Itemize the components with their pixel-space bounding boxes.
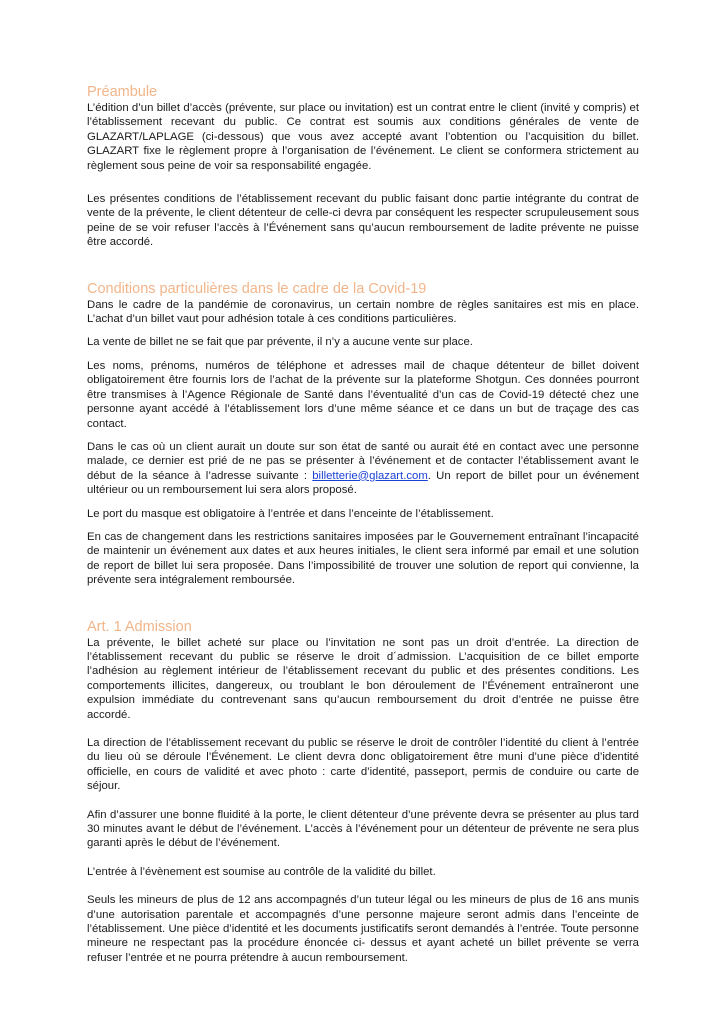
art1-paragraph-4: L’entrée à l’évènement est soumise au contrôle de la validité du billet. <box>87 865 436 878</box>
covid-paragraph-4-text: Dans le cas où un client aurait un doute sur son état de santé ou aurait été en contact avec une personne malade, ce dernier est prié de ne pas se présenter à l’événement et de contacter l’établissement avant le début de la séance à l’adresse suivante : <box>87 440 639 482</box>
art1-paragraph-5: Seuls les mineurs de plus de 12 ans accompagnés d’un tuteur légal ou les mineurs de plus de 16 ans munis d’une autorisation parentale et accompagnés d’une personne majeure seront admis dans l’enceinte de l’établissement. Une pièce d’identité et les documents justificatifs seront demandés à l’entrée. Toute personne mineure ne respectant pas la procédure énoncée ci- dessus et ayant acheté un billet prévente se verra refuser l’entrée et ne pourra prétendre à aucun remboursement. <box>87 894 639 964</box>
email-link[interactable]: billetterie@glazart.com <box>312 469 428 482</box>
preambule-paragraph-1: L’édition d’un billet d’accès (prévente, sur place ou invitation) est un contrat entre le client (invité y compris) et l’établissement recevant du public. Ce contrat est soumis aux conditions générales de vente de GLAZART/LAPLAGE (ci-dessous) que vous avez accepté avant l’obtention ou l’acquisition du billet. GLAZART fixe le règlement propre à l’organisation de l’événement. Le client se conformera strictement au règlement sous peine de voir sa responsabilité engagée. <box>87 102 639 172</box>
document-body <box>87 83 639 965</box>
section-title-preambule: Préambule <box>87 84 158 100</box>
art1-paragraph-3: Afin d’assurer une bonne fluidité à la porte, le client détenteur d’une prévente devra se présenter au plus tard 30 minutes avant le début de l’événement. L’accès à l’événement pour un détenteur de prévente ne sera plus garanti après le début de l’événement. <box>87 808 639 850</box>
covid-paragraph-2: La vente de billet ne se fait que par prévente, il n’y a aucune vente sur place. <box>87 336 473 349</box>
covid-paragraph-4 <box>87 440 639 498</box>
art1-paragraph-1: La prévente, le billet acheté sur place ou l’invitation ne sont pas un droit d’entrée. La direction de l’établissement recevant du public se réserve le droit d´admission. L’acquisition de ce billet emporte l’adhésion au règlement intérieur de l’établissement recevant du public et des présentes conditions. Les comportements illicites, dangereux, ou troublant le bon déroulement de l’Événement entraîneront une expulsion immédiate du contrevenant sans qu’aucun remboursement du droit d’entrée ne puisse être accordé. <box>87 636 639 721</box>
covid-paragraph-1: Dans le cadre de la pandémie de coronavirus, un certain nombre de règles sanitaires est mis en place. L’achat d’un billet vaut pour adhésion totale à ces conditions particulières. <box>87 298 639 326</box>
section-title-art1: Art. 1 Admission <box>87 618 192 635</box>
covid-paragraph-6: En cas de changement dans les restrictions sanitaires imposées par le Gouvernement entraînant l’incapacité de maintenir un événement aux dates et aux heures initiales, le client sera informé par email et une solution de report de billet lui sera proposée. Dans l’impossibilité de trouver une solution de report qui convienne, la prévente sera intégralement remboursée. <box>87 530 639 587</box>
covid-paragraph-5: Le port du masque est obligatoire à l’entrée et dans l’enceinte de l’établissement. <box>87 507 494 520</box>
preambule-paragraph-2: Les présentes conditions de l’établissement recevant du public faisant donc partie intégrante du contrat de vente de la prévente, le client détenteur de celle-ci devra par conséquent les respecter scrupuleusement sous peine de se voir refuser l’accès à l’Événement sans qu’aucun remboursement de ladite prévente ne puisse être accordé. <box>87 193 639 249</box>
section-title-covid: Conditions particulières dans le cadre de la Covid-19 <box>87 280 427 297</box>
covid-paragraph-4-text-end: . Un report de billet pour un événement ultérieur ou un remboursement lui sera alors proposé. <box>87 469 639 497</box>
art1-paragraph-2: La direction de l’établissement recevant du public se réserve le droit de contrôler l’identité du client à l’entrée du lieu où se déroule l’Événement. Le client devra donc obligatoirement être muni d’une pièce d’identité officielle, en cours de validité et avec photo : carte d’identité, passeport, permis de conduire ou carte de séjour. <box>87 737 639 793</box>
covid-paragraph-3: Les noms, prénoms, numéros de téléphone et adresses mail de chaque détenteur de billet doivent obligatoirement être fournis lors de l’achat de la prévente sur la plateforme Shotgun. Ces données pourront être transmises à l’Agence Régionale de Santé dans l’éventualité d’un cas de Covid-19 détecté chez une personne ayant accédé à l’établissement lors d’une même séance et ce dans un but de traçage des cas contact. <box>87 359 639 430</box>
